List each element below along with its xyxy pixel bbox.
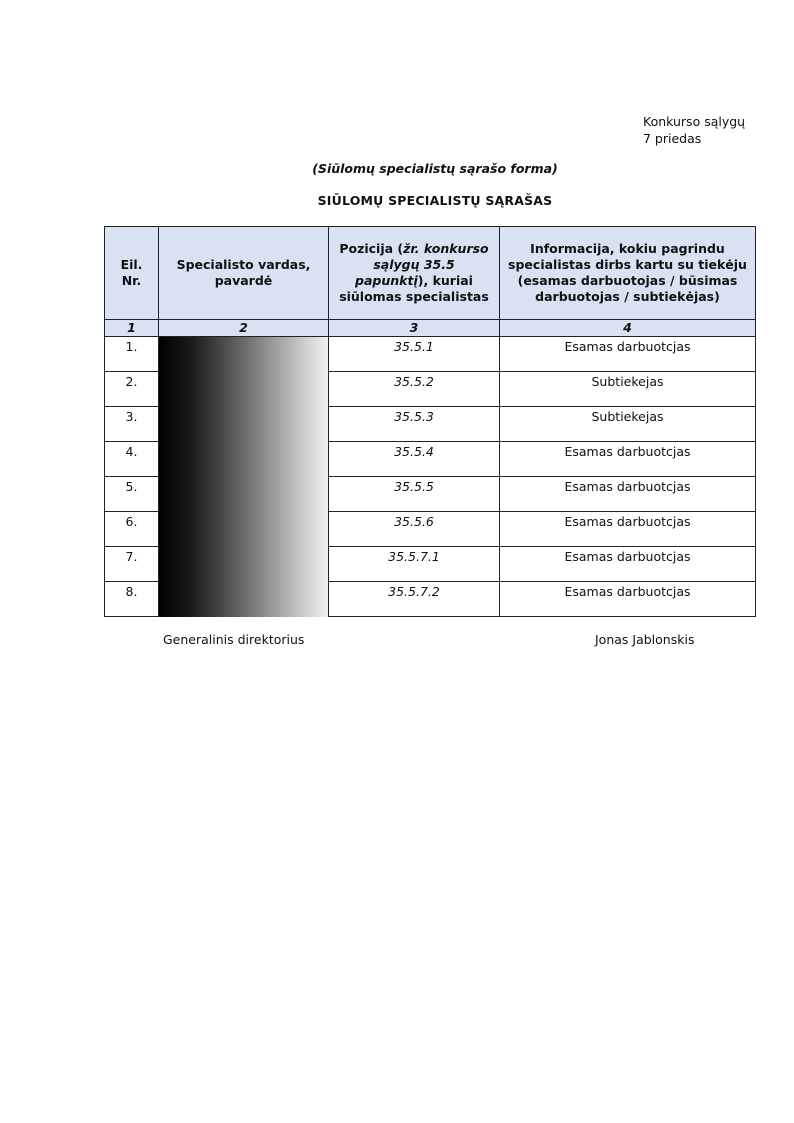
row-position: 35.5.6 [329,512,500,547]
row-info: Subtiekejas [500,372,756,407]
row-position: 35.5.5 [329,477,500,512]
table-row [105,337,756,372]
signer-role: Generalinis direktorius [163,632,305,647]
signer-name: Jonas Jablonskis [595,632,695,647]
row-number: 7. [105,547,159,582]
row-number: 4. [105,442,159,477]
annex-label [643,113,745,147]
header-info [500,227,756,320]
row-number: 2. [105,372,159,407]
header-number [105,227,159,320]
column-number: 1 [105,320,159,337]
row-info: Esamas darbuotcjas [500,337,756,372]
table-header-row [105,227,756,320]
row-position: 35.5.7.2 [329,582,500,617]
header-info-line2: (esamas darbuotojas / būsimas darbuotojas / subtiekėjas) [517,273,738,304]
redaction-block [159,337,328,617]
row-number: 1. [105,337,159,372]
column-number: 4 [500,320,756,337]
row-info: Esamas darbuotcjas [500,582,756,617]
row-position: 35.5.7.1 [329,547,500,582]
form-subtitle: (Siūlomų specialistų sąrašo forma) [312,161,558,176]
row-number: 6. [105,512,159,547]
row-position: 35.5.4 [329,442,500,477]
column-number-row [105,320,756,337]
specialists-table [104,226,756,617]
header-position-post: ), kuriai siūlomas specialistas [339,273,489,304]
header-position-pre: Pozicija ( [339,241,404,256]
header-name-text: Specialisto vardas, pavardė [176,257,311,288]
header-name [159,227,329,320]
header-number-line2: Nr. [121,273,142,288]
row-info: Esamas darbuotcjas [500,442,756,477]
annex-line-2: 7 priedas [643,131,702,146]
row-info: Subtiekejas [500,407,756,442]
redacted-names [159,337,329,617]
row-number: 5. [105,477,159,512]
header-number-line1: Eil. [120,257,143,272]
header-info-line1: Informacija, kokiu pagrindu specialistas dirbs kartu su tiekėju [508,241,747,272]
row-info: Esamas darbuotcjas [500,477,756,512]
column-number: 3 [329,320,500,337]
row-info: Esamas darbuotcjas [500,512,756,547]
annex-line-1: Konkurso sąlygų [643,114,746,129]
row-number: 3. [105,407,159,442]
row-position: 35.5.3 [329,407,500,442]
header-position [329,227,500,320]
page-title: SIŪLOMŲ SPECIALISTŲ SĄRAŠAS [317,193,553,208]
row-position: 35.5.2 [329,372,500,407]
column-number: 2 [159,320,329,337]
row-info: Esamas darbuotcjas [500,547,756,582]
row-position: 35.5.1 [329,337,500,372]
row-number: 8. [105,582,159,617]
header-position-italic: žr. konkurso sąlygų 35.5 papunktį [355,241,489,288]
